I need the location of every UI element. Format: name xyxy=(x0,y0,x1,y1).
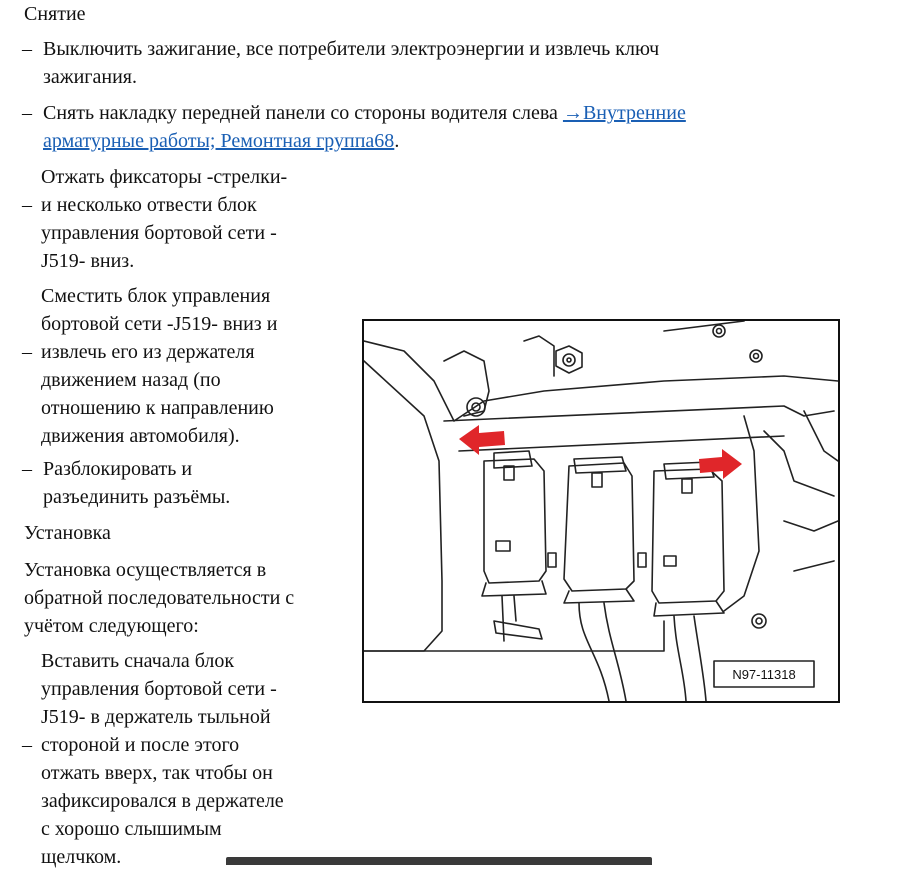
text-line: Отжать фиксаторы -стрелки- xyxy=(41,166,288,188)
removal-step-2-text xyxy=(43,99,686,155)
text-line: J519- в держатель тыльной xyxy=(41,706,271,728)
text-line: Установка осуществляется в xyxy=(24,559,267,581)
step-text-end: . xyxy=(394,130,400,152)
removal-step-3-text xyxy=(41,163,287,275)
step-text: Снять накладку передней панели со стороны водителя слева xyxy=(43,102,563,124)
text-line: отжать вверх, так чтобы он xyxy=(41,762,273,784)
removal-step-4-text xyxy=(41,282,277,450)
text-line: учётом следующего: xyxy=(24,615,199,637)
installation-intro xyxy=(24,556,294,640)
text-line: отношению к направлению xyxy=(41,397,274,419)
connector-middle xyxy=(564,457,634,701)
step-dash: – xyxy=(22,38,32,60)
installation-step-1-text xyxy=(41,647,284,871)
text-line: Разблокировать и xyxy=(43,458,193,480)
clip-icon xyxy=(494,553,646,639)
step-dash: – xyxy=(22,341,32,363)
removal-step-1-text xyxy=(43,35,659,91)
text-line: стороной и после этого xyxy=(41,734,240,756)
removal-step-5-text xyxy=(43,455,230,511)
horizontal-scrollbar[interactable] xyxy=(226,857,652,865)
text-line: с хорошо слышимым xyxy=(41,818,222,840)
step-dash: – xyxy=(22,102,32,124)
repair-group-link[interactable]: →Внутренние xyxy=(562,102,686,124)
text-line: щелчком. xyxy=(41,846,122,868)
figure-label: N97-11318 xyxy=(732,667,796,682)
text-line: разъединить разъёмы. xyxy=(43,486,231,508)
text-line: зафиксировался в держателе xyxy=(41,790,284,812)
text-line: J519- вниз. xyxy=(41,250,135,272)
text-line: управления бортовой сети - xyxy=(41,678,277,700)
nut-icon xyxy=(556,346,582,373)
text-line: извлечь его из держателя xyxy=(41,341,255,363)
text-line: обратной последовательности с xyxy=(24,587,295,609)
text-line: управления бортовой сети - xyxy=(41,222,277,244)
text-line: и несколько отвести блок xyxy=(41,194,257,216)
text-line: движения автомобиля). xyxy=(41,425,240,447)
repair-group-link-cont[interactable]: арматурные работы; Ремонтная группа68 xyxy=(43,130,395,152)
connector-left xyxy=(482,451,546,641)
section-heading-removal: Снятие xyxy=(24,3,86,25)
step-dash: – xyxy=(22,194,32,216)
text-line: зажигания. xyxy=(43,66,137,88)
text-line: Выключить зажигание, все потребители электроэнергии и извлечь ключ xyxy=(43,38,660,60)
text-line: бортовой сети -J519- вниз и xyxy=(41,313,278,335)
text-line: Вставить сначала блок xyxy=(41,650,235,672)
step-dash: – xyxy=(22,458,32,480)
arrow-right-icon xyxy=(699,449,742,479)
step-dash: – xyxy=(22,734,32,756)
text-line: Сместить блок управления xyxy=(41,285,271,307)
component-diagram xyxy=(362,319,840,703)
section-heading-installation: Установка xyxy=(24,522,111,544)
text-line: движением назад (по xyxy=(41,369,221,391)
